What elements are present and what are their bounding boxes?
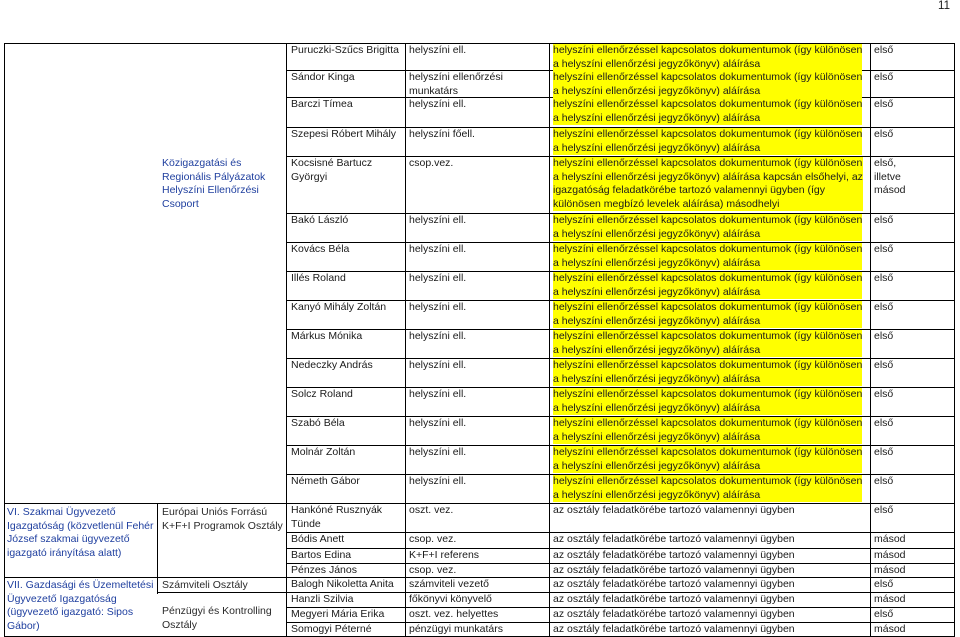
row-description-line: helyszíni ellenőrzéssel kapcsolatos dokumentumok (így különösen: [553, 214, 863, 226]
row-name-line: Hanzli Szilvia: [291, 593, 354, 605]
row-title-line: helyszíni főell.: [409, 128, 475, 140]
row-name-line: Sándor Kinga: [291, 71, 355, 83]
row-description: [553, 44, 862, 71]
row-description: [553, 388, 862, 415]
row-title-line: munkatárs: [409, 84, 459, 97]
row-level: [874, 593, 906, 607]
division-kozig-label-line: Regionális Pályázatok: [162, 170, 266, 183]
row-title: [409, 330, 466, 344]
row-title-line: csop.vez.: [409, 157, 454, 169]
row-level-line: másod: [874, 593, 906, 605]
row-title: [409, 44, 466, 58]
row-title-line: helyszíni ell.: [409, 243, 467, 255]
row-name-line: Molnár Zoltán: [291, 446, 356, 458]
row-level-line: másod: [874, 564, 906, 576]
row-description-line: a helyszíni ellenőrzési jegyzőkönyv) aláírása: [553, 373, 862, 387]
row-level: [874, 243, 893, 257]
directorate-vii-label-line: Gábor): [7, 619, 40, 632]
row-description-line: különösen megbízó levelek aláírása) másodhelyi: [553, 198, 863, 212]
row-title-line: pénzügyi munkatárs: [409, 623, 503, 635]
row-description: [553, 446, 862, 473]
row-level-line: másod: [874, 623, 906, 635]
row-name-line: Barczi Tímea: [291, 98, 353, 110]
row-title: [409, 578, 489, 592]
row-title-line: csop. vez.: [409, 533, 457, 545]
row-title-line: helyszíni ell.: [409, 388, 467, 400]
row-name-line: Györgyi: [291, 170, 328, 183]
row-title: [409, 564, 456, 578]
row-name: [291, 417, 345, 431]
row-description-line: az osztály feladatkörébe tartozó valamennyi ügyben: [553, 593, 795, 605]
row-description: [553, 243, 862, 270]
row-title: [409, 214, 466, 228]
row-description: [553, 623, 795, 637]
row-title-line: helyszíni ell.: [409, 359, 467, 371]
row-description: [553, 359, 862, 386]
row-level-line: első: [874, 578, 894, 590]
row-level: [874, 301, 893, 315]
row-title-line: főkönyvi könyvelő: [409, 593, 492, 605]
row-level: [874, 475, 893, 489]
row-description-line: helyszíni ellenőrzéssel kapcsolatos dokumentumok (így különösen: [553, 417, 863, 429]
row-description: [553, 475, 862, 502]
row-level: [874, 549, 906, 563]
row-description: [553, 578, 795, 592]
row-name: [291, 593, 353, 607]
row-description: [553, 549, 795, 563]
row-title: [409, 608, 498, 622]
division-kozig-label-line: Közigazgatási és: [162, 157, 242, 169]
row-title-line: oszt. vez.: [409, 504, 454, 516]
row-description: [553, 272, 862, 299]
row-description-line: az osztály feladatkörébe tartozó valamennyi ügyben: [553, 623, 795, 635]
row-name: [291, 359, 373, 373]
row-description-line: helyszíni ellenőrzéssel kapcsolatos dokumentumok (így különösen: [553, 301, 863, 313]
row-name: [291, 44, 399, 58]
row-level: [874, 608, 893, 622]
row-level-line: első: [874, 128, 894, 140]
row-level-line: első: [874, 608, 894, 620]
row-description-line: helyszíni ellenőrzéssel kapcsolatos dokumentumok (így különösen: [553, 359, 863, 371]
row-description-line: az osztály feladatkörébe tartozó valamennyi ügyben: [553, 578, 795, 590]
row-title: [409, 272, 466, 286]
row-title-line: helyszíni ell.: [409, 417, 467, 429]
row-name: [291, 504, 382, 531]
row-name-line: Solcz Roland: [291, 388, 353, 400]
row-level-line: első: [874, 359, 894, 371]
row-level-line: első,: [874, 157, 897, 169]
row-description: [553, 564, 795, 578]
row-name-line: Megyeri Mária Erika: [291, 608, 385, 620]
row-level: [874, 623, 906, 637]
row-level-line: illetve: [874, 170, 901, 183]
row-description-line: a helyszíni ellenőrzési jegyzőkönyv) aláírása: [553, 112, 862, 126]
row-description-line: helyszíni ellenőrzéssel kapcsolatos dokumentumok (így különösen: [553, 243, 863, 255]
row-title: [409, 549, 479, 563]
row-description-line: a helyszíni ellenőrzési jegyzőkönyv) aláírása: [553, 315, 862, 329]
division-penzugyi-label: [162, 605, 272, 632]
row-description-line: az osztály feladatkörébe tartozó valamennyi ügyben: [553, 608, 795, 620]
signatory-table: [4, 43, 955, 637]
row-description-line: a helyszíni ellenőrzési jegyzőkönyv) aláírása: [553, 344, 862, 358]
row-description-line: az osztály feladatkörébe tartozó valamennyi ügyben: [553, 504, 795, 516]
row-description-line: a helyszíni ellenőrzési jegyzőkönyv) aláírása: [553, 228, 862, 242]
row-description-line: a helyszíni ellenőrzési jegyzőkönyv) aláírása kapcsán elsőhelyi, az: [553, 170, 863, 183]
row-title-line: helyszíni ell.: [409, 272, 467, 284]
row-level-line: első: [874, 388, 894, 400]
row-name: [291, 623, 372, 637]
row-title: [409, 417, 466, 431]
row-level: [874, 388, 893, 402]
row-name-line: Puruczki-Szűcs Brigitta: [291, 44, 399, 56]
row-name-line: Márkus Mónika: [291, 330, 363, 342]
row-level: [874, 533, 906, 547]
row-level-line: első: [874, 417, 894, 429]
row-name: [291, 533, 344, 547]
row-title: [409, 388, 466, 402]
row-name-line: Kocsisné Bartucz: [291, 157, 373, 169]
row-name: [291, 71, 355, 85]
row-level: [874, 578, 893, 592]
row-description: [553, 417, 862, 444]
division-szamviteli-label: [162, 579, 248, 593]
row-description-line: a helyszíni ellenőrzési jegyzőkönyv) aláírása: [553, 142, 862, 156]
row-description-line: a helyszíni ellenőrzési jegyzőkönyv) aláírása: [553, 489, 862, 503]
row-title-line: helyszíni ell.: [409, 214, 467, 226]
row-name-line: Bartos Edina: [291, 549, 352, 561]
row-level: [874, 214, 893, 228]
row-title: [409, 243, 466, 257]
row-level-line: első: [874, 504, 894, 516]
row-level-line: másod: [874, 184, 906, 196]
directorate-vi-label-line: igazgató irányítása alatt): [7, 546, 122, 559]
row-description: [553, 71, 862, 98]
row-name: [291, 549, 351, 563]
row-level-line: első: [874, 214, 894, 226]
row-name: [291, 330, 362, 344]
row-title: [409, 475, 466, 489]
division-eu-label-line: Európai Uniós Forrású: [162, 506, 268, 518]
row-description: [553, 330, 862, 357]
row-level: [874, 564, 906, 578]
row-level-line: másod: [874, 533, 906, 545]
division-eu-label-line: K+F+I Programok Osztály: [162, 519, 283, 532]
row-description: [553, 301, 862, 328]
row-name-line: Balogh Nikoletta Anita: [291, 578, 394, 590]
row-title: [409, 98, 466, 112]
row-description-line: az osztály feladatkörébe tartozó valamennyi ügyben: [553, 549, 795, 561]
row-description-line: az osztály feladatkörébe tartozó valamennyi ügyben: [553, 533, 795, 545]
row-description: [553, 608, 795, 622]
division-kozig-label-line: Csoport: [162, 197, 199, 210]
row-level-line: első: [874, 301, 894, 313]
row-name: [291, 564, 357, 578]
frame-left-border: [4, 43, 5, 637]
row-name-line: Németh Gábor: [291, 475, 360, 487]
row-level-line: első: [874, 44, 894, 56]
row-description-line: helyszíni ellenőrzéssel kapcsolatos dokumentumok (így különösen: [553, 44, 863, 56]
row-title-line: számviteli vezető: [409, 578, 489, 590]
row-name-line: Szabó Béla: [291, 417, 345, 429]
row-description-line: helyszíni ellenőrzéssel kapcsolatos dokumentumok (így különösen: [553, 446, 863, 458]
row-title-line: csop. vez.: [409, 564, 457, 576]
row-level: [874, 504, 893, 518]
row-name-line: Bódis Anett: [291, 533, 345, 545]
row-level-line: első: [874, 475, 894, 487]
row-level: [874, 330, 893, 344]
row-level-line: első: [874, 446, 894, 458]
row-title-line: helyszíni ellenőrzési: [409, 71, 503, 83]
row-name: [291, 446, 355, 460]
row-name: [291, 475, 360, 489]
row-description-line: helyszíni ellenőrzéssel kapcsolatos dokumentumok (így különösen: [553, 71, 863, 83]
directorate-vii-label-line: Ügyvezető Igazgatóság: [7, 592, 117, 605]
directorate-vii-label-line: VII. Gazdasági és Üzemeltetési: [7, 579, 154, 591]
row-name-line: Pénzes János: [291, 564, 357, 576]
row-level-line: első: [874, 243, 894, 255]
row-title-line: helyszíni ell.: [409, 301, 467, 313]
row-name-line: Nedeczky András: [291, 359, 373, 371]
row-name: [291, 301, 386, 315]
row-description-line: a helyszíni ellenőrzési jegyzőkönyv) aláírása: [553, 431, 862, 445]
directorate-vi-label-line: VI. Szakmai Ügyvezető: [7, 506, 116, 518]
row-name: [291, 272, 346, 286]
row-title-line: helyszíni ell.: [409, 446, 467, 458]
row-title: [409, 359, 466, 373]
page-number: 11: [938, 0, 950, 12]
row-name: [291, 98, 353, 112]
row-name: [291, 608, 384, 622]
row-title: [409, 593, 492, 607]
division-kozig-label: [162, 157, 265, 211]
row-description-line: helyszíni ellenőrzéssel kapcsolatos dokumentumok (így különösen: [553, 272, 863, 284]
row-description: [553, 214, 862, 241]
row-description: [553, 504, 795, 518]
row-name-line: Bakó László: [291, 214, 349, 226]
division-eu-label: [162, 506, 283, 533]
row-description-line: az osztály feladatkörébe tartozó valamennyi ügyben: [553, 564, 795, 576]
row-name-line: Kanyó Mihály Zoltán: [291, 301, 387, 313]
row-description-line: helyszíni ellenőrzéssel kapcsolatos dokumentumok (így különösen: [553, 98, 863, 110]
row-description-line: a helyszíni ellenőrzési jegyzőkönyv) aláírása: [553, 85, 862, 99]
row-title-line: helyszíni ell.: [409, 98, 467, 110]
row-title: [409, 446, 466, 460]
row-title: [409, 533, 456, 547]
row-title-line: helyszíni ell.: [409, 475, 467, 487]
row-description-line: helyszíni ellenőrzéssel kapcsolatos dokumentumok (így különösen: [553, 330, 863, 342]
row-title: [409, 623, 503, 637]
row-title: [409, 157, 453, 171]
directorate-vi-label-line: József szakmai ügyvezető: [7, 533, 130, 545]
row-description: [553, 128, 862, 155]
row-level: [874, 44, 893, 58]
row-level-line: másod: [874, 549, 906, 561]
row-description-line: helyszíni ellenőrzéssel kapcsolatos dokumentumok (így különösen: [553, 157, 863, 169]
row-level: [874, 71, 893, 85]
directorate-vii-label: [7, 579, 153, 633]
row-description: [553, 593, 795, 607]
section-separator-vi: [4, 503, 286, 504]
row-level: [874, 157, 906, 198]
row-description: [553, 157, 863, 211]
row-title: [409, 301, 466, 315]
row-description-line: a helyszíni ellenőrzési jegyzőkönyv) aláírása: [553, 402, 862, 416]
row-name-line: Szepesi Róbert Mihály: [291, 128, 397, 140]
row-name: [291, 214, 348, 228]
row-level: [874, 128, 893, 142]
row-level-line: első: [874, 272, 894, 284]
row-title-line: helyszíni ell.: [409, 330, 467, 342]
division-szamviteli-label-line: Számviteli Osztály: [162, 579, 248, 591]
row-level: [874, 98, 893, 112]
row-title-line: helyszíni ell.: [409, 44, 467, 56]
division-penzugyi-label-line: Osztály: [162, 618, 198, 631]
directorate-vi-label-line: Igazgatóság (közvetlenül Fehér: [7, 519, 154, 532]
row-name-line: Tünde: [291, 517, 321, 530]
row-description-line: a helyszíni ellenőrzési jegyzőkönyv) aláírása: [553, 286, 862, 300]
division-left-border: [157, 503, 158, 594]
row-description: [553, 533, 795, 547]
directorate-vi-label: [7, 506, 154, 560]
row-name: [291, 578, 394, 592]
row-level: [874, 417, 893, 431]
row-level-line: első: [874, 71, 894, 83]
row-level-line: első: [874, 98, 894, 110]
row-description-line: a helyszíni ellenőrzési jegyzőkönyv) aláírása: [553, 58, 862, 72]
row-description: [553, 98, 862, 125]
row-name: [291, 243, 349, 257]
section-separator-vii: [4, 577, 286, 578]
row-name-line: Hankóné Rusznyák: [291, 504, 383, 516]
row-level-line: első: [874, 330, 894, 342]
row-level: [874, 272, 893, 286]
row-title-line: oszt. vez. helyettes: [409, 608, 499, 620]
row-description-line: helyszíni ellenőrzéssel kapcsolatos dokumentumok (így különösen: [553, 128, 863, 140]
row-description-line: a helyszíni ellenőrzési jegyzőkönyv) aláírása: [553, 257, 862, 271]
row-name: [291, 388, 353, 402]
directorate-vii-label-line: (ügyvezető igazgató: Sipos: [7, 606, 134, 618]
division-kozig-label-line: Helyszíni Ellenőrzési: [162, 184, 259, 196]
division-penzugyi-label-line: Pénzügyi és Kontrolling: [162, 605, 272, 617]
row-description-line: helyszíni ellenőrzéssel kapcsolatos dokumentumok (így különösen: [553, 475, 863, 487]
row-name-line: Illés Roland: [291, 272, 346, 284]
row-level: [874, 446, 893, 460]
row-name: [291, 128, 396, 142]
row-description-line: igazgatóság feladatkörébe tartozó valamennyi ügyben (így: [553, 184, 863, 198]
row-name-line: Somogyi Péterné: [291, 623, 372, 635]
row-description-line: helyszíni ellenőrzéssel kapcsolatos dokumentumok (így különösen: [553, 388, 863, 400]
row-title: [409, 504, 453, 518]
row-title: [409, 128, 475, 142]
row-title: [409, 71, 503, 98]
row-level: [874, 359, 893, 373]
row-name: [291, 157, 372, 184]
row-description-line: a helyszíni ellenőrzési jegyzőkönyv) aláírása: [553, 460, 862, 474]
row-title-line: K+F+I referens: [409, 549, 480, 561]
row-name-line: Kovács Béla: [291, 243, 350, 255]
